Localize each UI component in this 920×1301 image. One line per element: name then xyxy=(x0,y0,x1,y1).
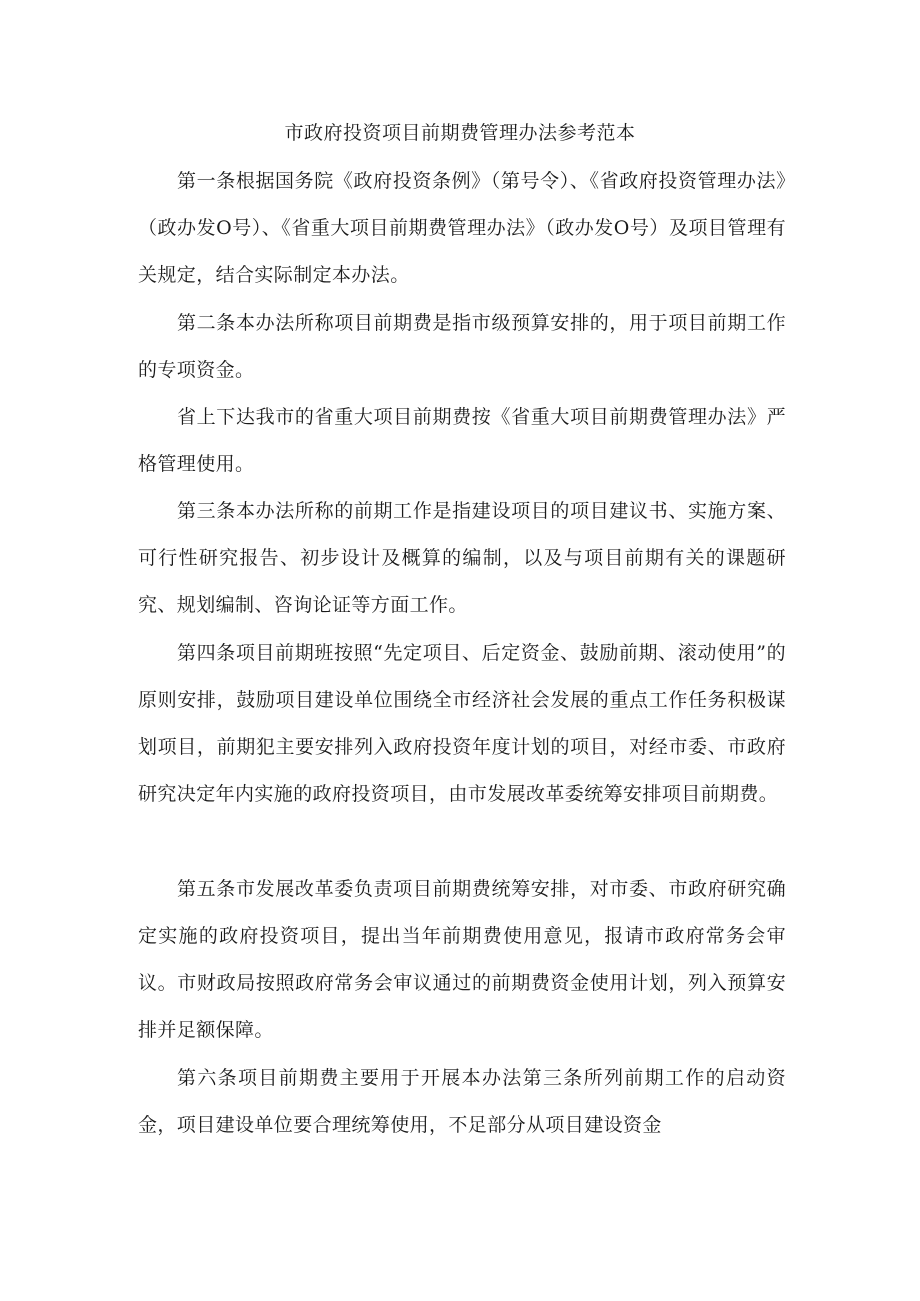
document-title: 市政府投资项目前期费管理办法参考范本 xyxy=(284,122,636,144)
article-6-paragraph: 第六条项目前期费主要用于开展本办法第三条所列前期工作的启动资金，项目建设单位要合理统筹使用，不足部分从项目建设资金 xyxy=(138,1067,786,1136)
article-2-paragraph: 第二条本办法所称项目前期费是指市级预算安排的，用于项目前期工作的专项资金。 xyxy=(138,312,786,381)
provincial-fund-paragraph: 省上下达我市的省重大项目前期费按《省重大项目前期费管理办法》严格管理使用。 xyxy=(138,406,786,475)
article-5-paragraph: 第五条市发展改革委负责项目前期费统筹安排，对市委、市政府研究确定实施的政府投资项目，提出当年前期费使用意见，报请市政府常务会审议。市财政局按照政府常务会审议通过的前期费资金使用计划，列入预算安排并足额保障。 xyxy=(138,878,786,1041)
article-1-paragraph: 第一条根据国务院《政府投资条例》（第号令）、《省政府投资管理办法》（政办发O号）、《省重大项目前期费管理办法》（政办发O号）及项目管理有关规定，结合实际制定本办法。 xyxy=(138,170,786,286)
article-4-paragraph: 第四条项目前期班按照“先定项目、后定资金、鼓励前期、滚动使用”的原则安排，鼓励项目建设单位围绕全市经济社会发展的重点工作任务积极谋划项目，前期犯主要安排列入政府投资年度计划的项目，对经市委、市政府研究决定年内实施的政府投资项目，由市发展改革委统筹安排项目前期费。 xyxy=(138,642,786,805)
article-3-paragraph: 第三条本办法所称的前期工作是指建设项目的项目建议书、实施方案、可行性研究报告、初步设计及概算的编制，以及与项目前期有关的课题研究、规划编制、咨询论证等方面工作。 xyxy=(138,500,786,616)
